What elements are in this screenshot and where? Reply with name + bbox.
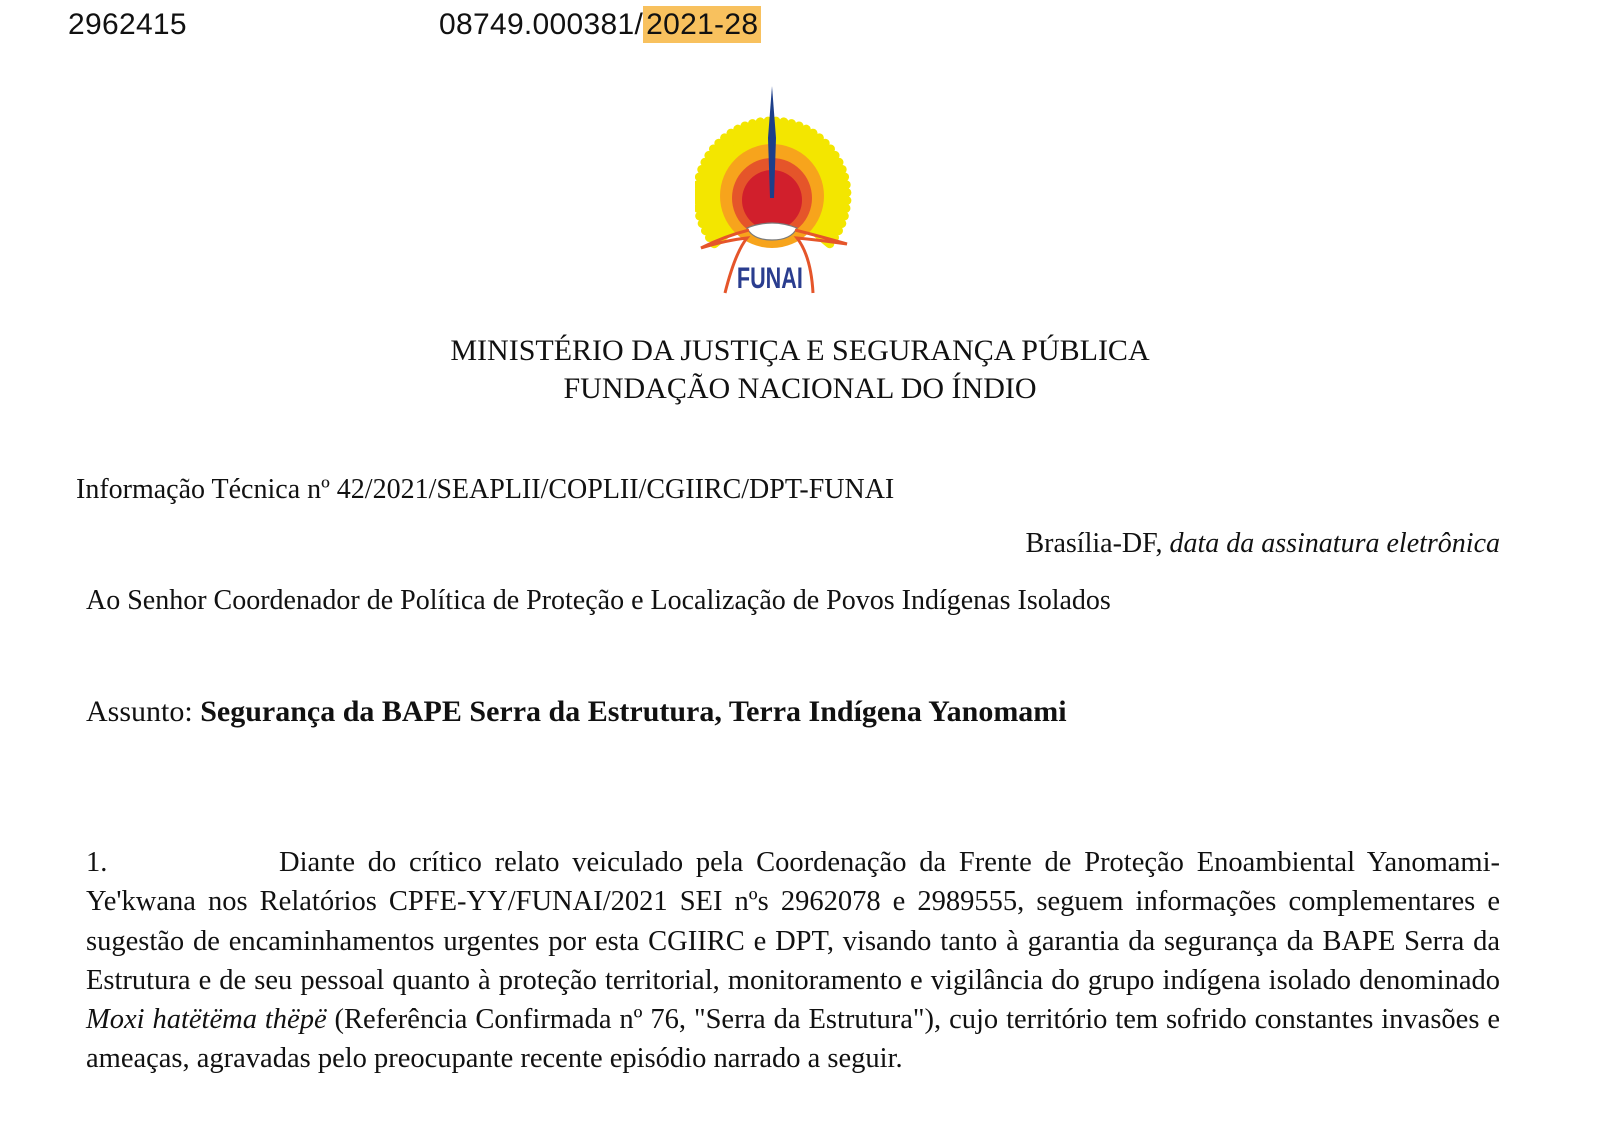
subject-line	[86, 695, 1067, 729]
document-id: 2962415	[68, 8, 187, 41]
place: Brasília-DF,	[1025, 528, 1170, 559]
recipient: Ao Senhor Coordenador de Política de Proteção e Localização de Povos Indígenas Isolados	[86, 585, 1111, 616]
process-number-prefix: 08749.000381/	[439, 8, 644, 41]
ministry-name: MINISTÉRIO DA JUSTIÇA E SEGURANÇA PÚBLICA	[450, 334, 1150, 367]
process-number-year-highlight: 2021-28	[643, 6, 761, 43]
subject-text: Segurança da BAPE Serra da Estrutura, Terra Indígena Yanomami	[200, 695, 1067, 728]
paragraph-text-after: (Referência Confirmada nº 76, "Serra da Estrutura"), cujo território tem sofrido constantes invasões e ameaças, agravadas pelo preocupante recente episódio narrado a seguir.	[86, 1004, 1500, 1075]
funai-emblem-icon	[695, 78, 865, 323]
institution-heading	[0, 332, 1600, 408]
subject-label: Assunto:	[86, 695, 201, 728]
place-date	[1025, 528, 1500, 560]
foundation-name: FUNDAÇÃO NACIONAL DO ÍNDIO	[563, 372, 1037, 405]
signature-date: data da assinatura eletrônica	[1169, 528, 1500, 559]
technical-info-number: Informação Técnica nº 42/2021/SEAPLII/COPLII/CGIIRC/DPT-FUNAI	[76, 474, 895, 505]
isolated-group-name: Moxi hatëtëma thëpë	[86, 1004, 327, 1036]
paragraph-text-before: Diante do crítico relato veiculado pela Coordenação da Frente de Proteção Enoambiental Yanomami-Ye'kwana nos Relatórios CPFE-YY/FUNAI/2021 SEI nºs 2962078 e 2989555, seguem informações complementares e sugestão de encaminhamentos urgentes por esta CGIIRC e DPT, visando tanto à garantia da segurança da BAPE Serra da Estrutura e de seu pessoal quanto à proteção territorial, monitoramento e vigilância do grupo indígena isolado denominado	[86, 847, 1500, 996]
paragraph-1	[86, 843, 1500, 1079]
paragraph-number: 1.	[86, 847, 108, 878]
emblem-funai-text: FUNAI	[736, 260, 803, 295]
process-number	[439, 8, 761, 42]
